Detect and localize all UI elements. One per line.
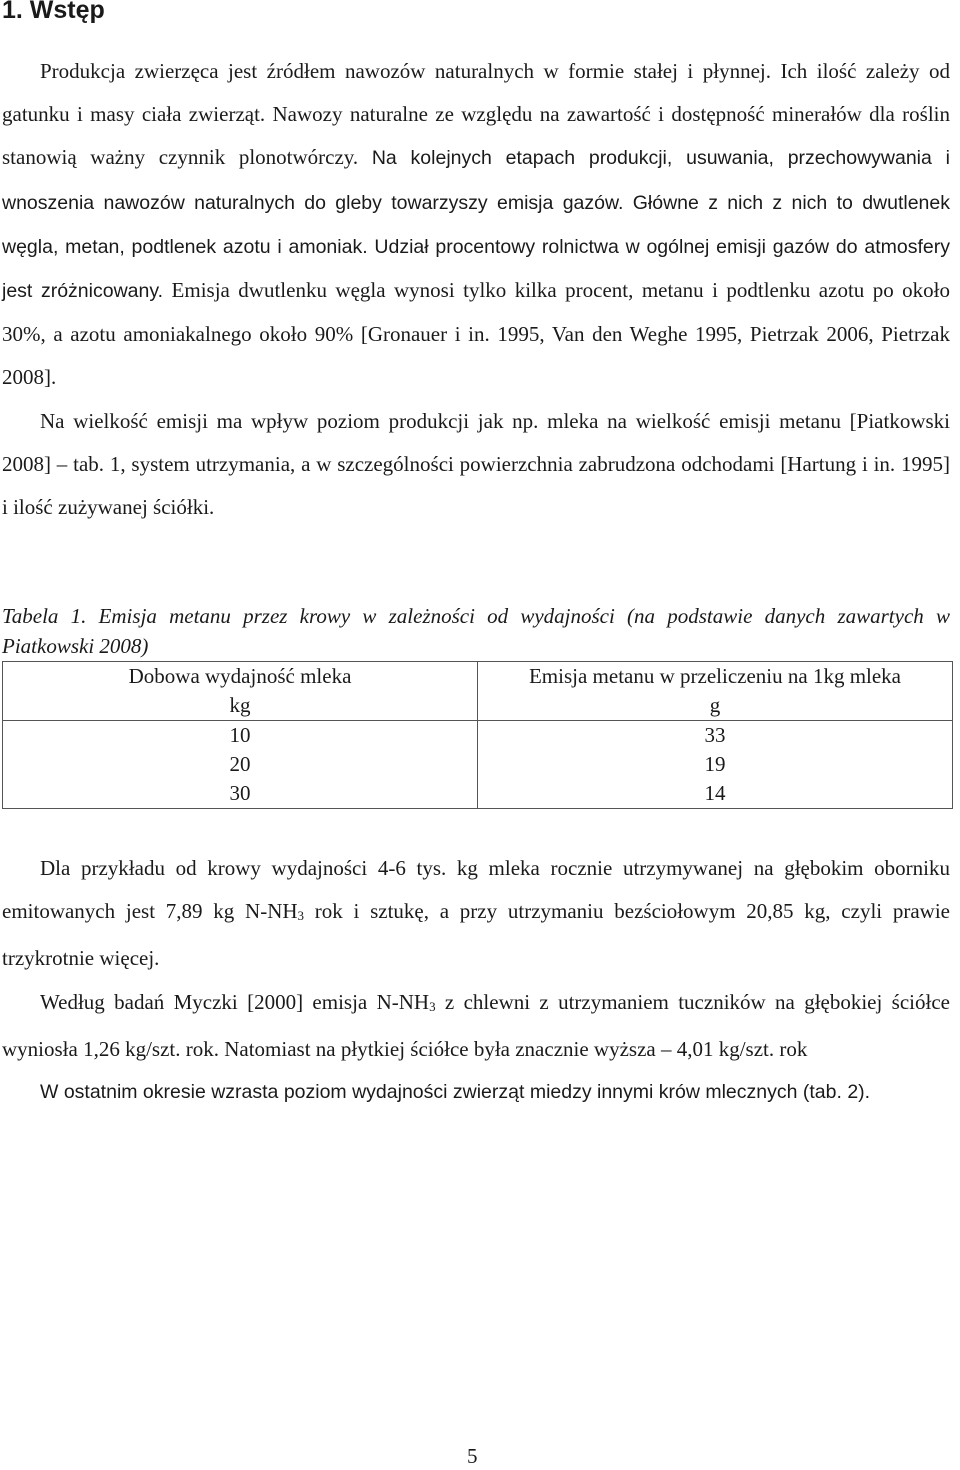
paragraph-recent: W ostatnim okresie wzrasta poziom wydajności zwierząt miedzy innymi krów mlecznych (tab. 2). <box>40 1081 871 1104</box>
header-label: Dobowa wydajność mleka <box>128 664 352 688</box>
intro-text-a: Produkcja zwierzęca jest źródłem nawozów naturalnych w formie stałej i płynnej. Ich ilość zależy od gatunku i masy ciała zwierząt. Nawozy naturalne ze względu na zawartość i dostępność minerałów dla roślin stanowią ważny czynnik plonotwórczy. <box>2 59 950 170</box>
page-number: 5 <box>467 1444 478 1468</box>
intro-section <box>2 50 950 529</box>
table-caption-prefix: Tabela 1. <box>2 604 87 628</box>
intro-text-b: Emisja dwutlenku węgla wynosi tylko kilka procent, metanu i podtlenku azotu po około 30%, a azotu amoniakalnego około 90% [Gronauer i in. 1995, Van den Weghe 1995, Pietrzak 2006, Pietrzak 2008]. <box>2 278 951 390</box>
table-row <box>3 721 953 809</box>
paragraph-cow-example <box>2 847 950 981</box>
header-label: Emisja metanu w przeliczeniu na 1kg mleka <box>528 664 902 688</box>
methane-emission-table <box>2 661 953 809</box>
header-unit: g <box>709 693 721 717</box>
table-cell: 10 20 30 <box>3 721 478 809</box>
table-header-row <box>3 662 953 721</box>
table-caption <box>2 601 950 661</box>
text: Dla przykładu od krowy wydajności 4-6 tys. kg mleka rocznie utrzymywanej na głębokim oborniku emitowanych jest 7,89 kg N-NH <box>2 856 950 924</box>
column-header-milk-yield <box>3 662 478 721</box>
column-header-methane <box>478 662 953 721</box>
paragraph-myczka <box>2 981 950 1071</box>
text: z chlewni z utrzymaniem tuczników na głębokiej ściółce wyniosła 1,26 kg/szt. rok. Natomiast na płytkiej ściółce była znacznie wyższa – 4,01 kg/szt. rok <box>2 989 950 1061</box>
subscript: 3 <box>429 998 436 1014</box>
body-section <box>2 847 950 1114</box>
intro-paragraph-2: Na wielkość emisji ma wpływ poziom produkcji jak np. mleka na wielkość emisji metanu [Piatkowski 2008] – tab. 1, system utrzymania, a w szczególności powierzchnia zabrudzona odchodami [Hartung i in. 1995] i ilość zużywanej ściółki. <box>2 408 950 520</box>
subscript: 3 <box>297 908 305 924</box>
text: Według badań Myczki [2000] emisja N-NH <box>40 989 430 1014</box>
intro-text-sans: Na kolejnych etapach produkcji, usuwania, przechowywania i wnoszenia nawozów naturalnych do gleby towarzyszy emisja gazów. Główne z nich z nich to dwutlenek węgla, metan, podtlenek azotu i amoniak. Udział procentowy rolnictwa w ogólnej emisji gazów do atmosfery jest zróżnicowany. <box>2 147 950 303</box>
table-cell: 33 19 14 <box>478 721 953 809</box>
header-unit: kg <box>229 693 251 717</box>
intro-paragraph-1 <box>2 50 950 400</box>
table-caption-text: Emisja metanu przez krowy w zależności od wydajności (na podstawie danych zawartych w Piatkowski 2008) <box>2 604 950 658</box>
text: rok i sztukę, a przy utrzymaniu bezściołowym 20,85 kg, czyli prawie trzykrotnie więcej. <box>2 899 950 971</box>
section-heading: 1. Wstęp <box>2 0 105 24</box>
